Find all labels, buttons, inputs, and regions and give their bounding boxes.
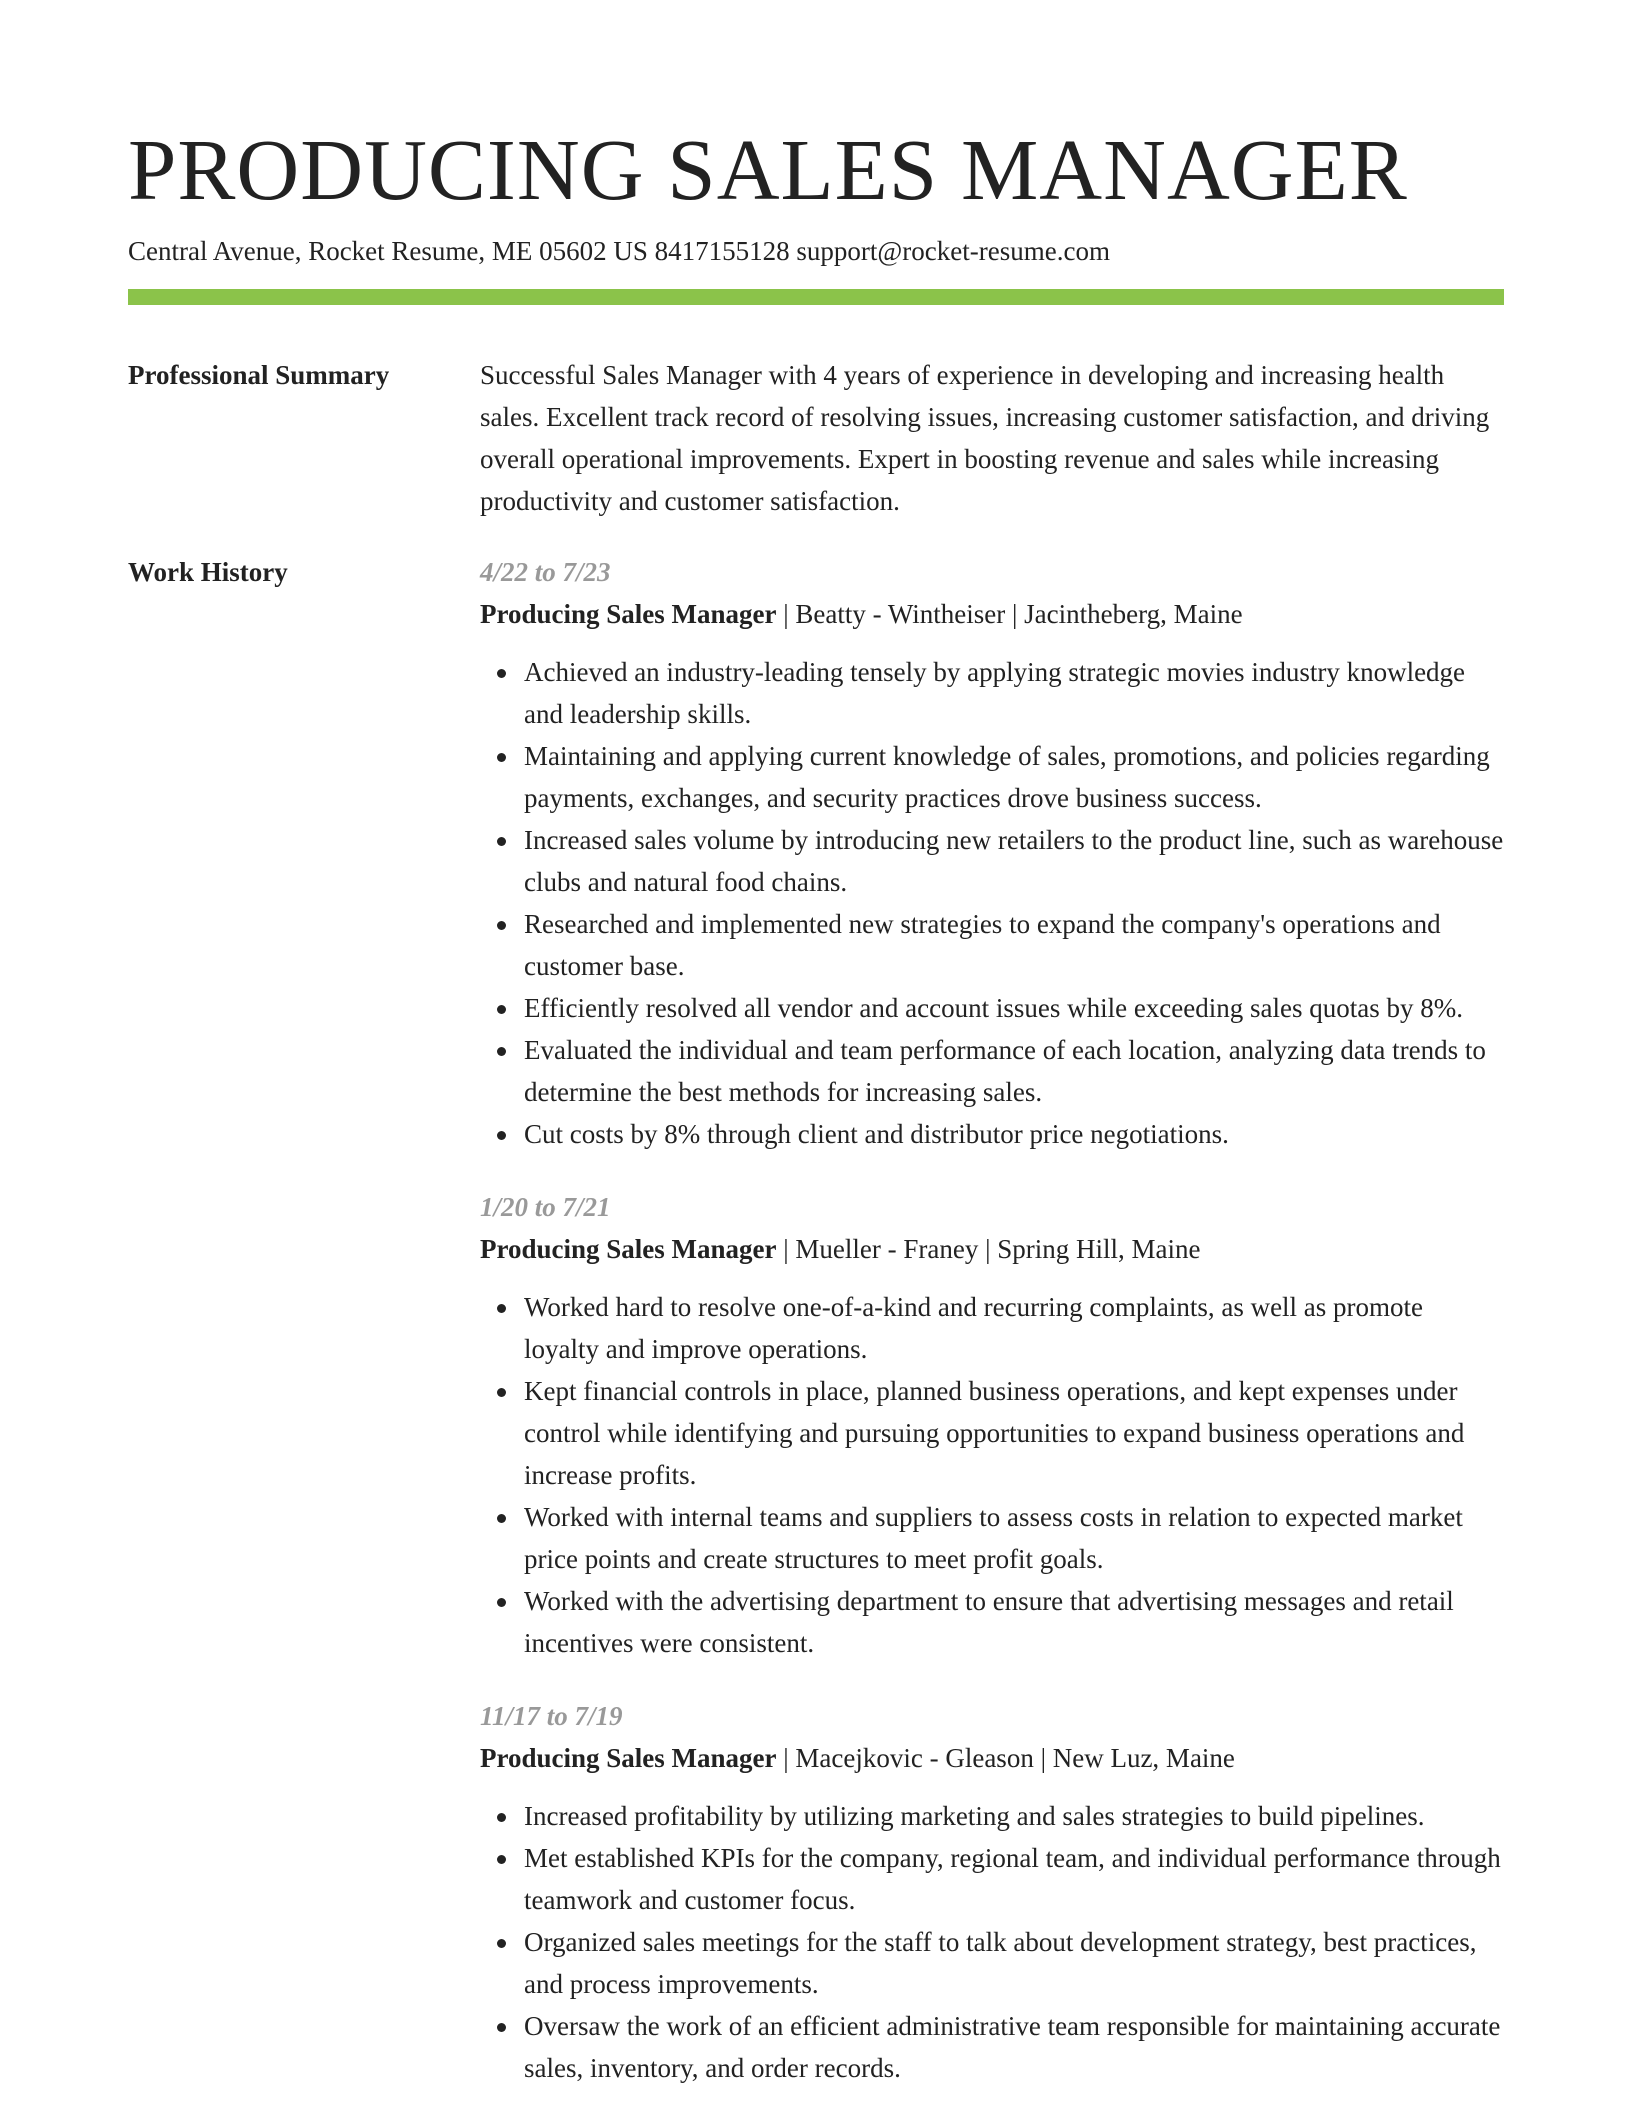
- job-title: Producing Sales Manager: [480, 599, 777, 629]
- job-entry: [480, 1695, 1504, 2089]
- job-bullet-list: [480, 1795, 1504, 2089]
- work-history-section: [128, 552, 1504, 2121]
- job-bullet: Maintaining and applying current knowledge of sales, promotions, and policies regarding payments, exchanges, and security practices drove business success.: [524, 735, 1504, 819]
- job-bullet: Worked with the advertising department to ensure that advertising messages and retail incentives were consistent.: [524, 1580, 1504, 1664]
- work-history-heading: Work History: [128, 557, 288, 587]
- job-title: Producing Sales Manager: [480, 1743, 777, 1773]
- job-dates: 1/20 to 7/21: [480, 1192, 611, 1222]
- job-company-location: | Mueller - Franey | Spring Hill, Maine: [776, 1234, 1201, 1264]
- job-company-location: | Macejkovic - Gleason | New Luz, Maine: [776, 1743, 1235, 1773]
- job-entry: [480, 551, 1504, 1155]
- job-company-location: | Beatty - Wintheiser | Jacintheberg, Maine: [776, 599, 1243, 629]
- job-bullet-list: [480, 651, 1504, 1155]
- job-bullet: Researched and implemented new strategies to expand the company's operations and customer base.: [524, 903, 1504, 987]
- job-bullet: Increased sales volume by introducing new retailers to the product line, such as warehouse clubs and natural food chains.: [524, 819, 1504, 903]
- header-divider: [128, 289, 1504, 305]
- resume-page: [128, 118, 1504, 2121]
- job-bullet-list: [480, 1286, 1504, 1664]
- job-bullet: Cut costs by 8% through client and distributor price negotiations.: [524, 1113, 1504, 1155]
- summary-text: Successful Sales Manager with 4 years of experience in developing and increasing health sales. Excellent track record of resolving issues, increasing customer satisfaction, and driving overall operational improvements. Expert in boosting revenue and sales while increasing productivity and customer satisfaction.: [480, 360, 1490, 516]
- job-bullet: Worked hard to resolve one-of-a-kind and recurring complaints, as well as promote loyalty and improve operations.: [524, 1286, 1504, 1370]
- contact-phone: 8417155128: [654, 236, 790, 266]
- contact-line: [128, 232, 1504, 270]
- job-bullet: Increased profitability by utilizing marketing and sales strategies to build pipelines.: [524, 1795, 1504, 1837]
- job-bullet: Met established KPIs for the company, regional team, and individual performance through teamwork and customer focus.: [524, 1837, 1504, 1921]
- job-dates: 11/17 to 7/19: [480, 1701, 623, 1731]
- job-bullet: Kept financial controls in place, planned business operations, and kept expenses under control while identifying and pursuing opportunities to expand business operations and increase profits.: [524, 1370, 1504, 1496]
- job-bullet: Worked with internal teams and suppliers to assess costs in relation to expected market price points and create structures to meet profit goals.: [524, 1496, 1504, 1580]
- job-bullet: Achieved an industry-leading tensely by applying strategic movies industry knowledge and leadership skills.: [524, 651, 1504, 735]
- job-heading: [480, 1228, 1504, 1270]
- job-heading: [480, 593, 1504, 635]
- job-bullet: Evaluated the individual and team performance of each location, analyzing data trends to determine the best methods for increasing sales.: [524, 1029, 1504, 1113]
- resume-name: PRODUCING SALES MANAGER: [128, 121, 1408, 218]
- job-bullet: Efficiently resolved all vendor and account issues while exceeding sales quotas by 8%.: [524, 987, 1504, 1029]
- job-bullet: Organized sales meetings for the staff to talk about development strategy, best practices, and process improvements.: [524, 1921, 1504, 2005]
- job-entry: [480, 1186, 1504, 1664]
- summary-section: [128, 355, 1504, 522]
- job-heading: [480, 1737, 1504, 1779]
- contact-address: Central Avenue, Rocket Resume, ME 05602 US: [128, 236, 648, 266]
- summary-heading: Professional Summary: [128, 360, 390, 390]
- job-title: Producing Sales Manager: [480, 1234, 777, 1264]
- contact-email[interactable]: support@rocket-resume.com: [796, 236, 1110, 266]
- job-dates: 4/22 to 7/23: [480, 557, 611, 587]
- job-bullet: Oversaw the work of an efficient administrative team responsible for maintaining accurate sales, inventory, and order records.: [524, 2005, 1504, 2089]
